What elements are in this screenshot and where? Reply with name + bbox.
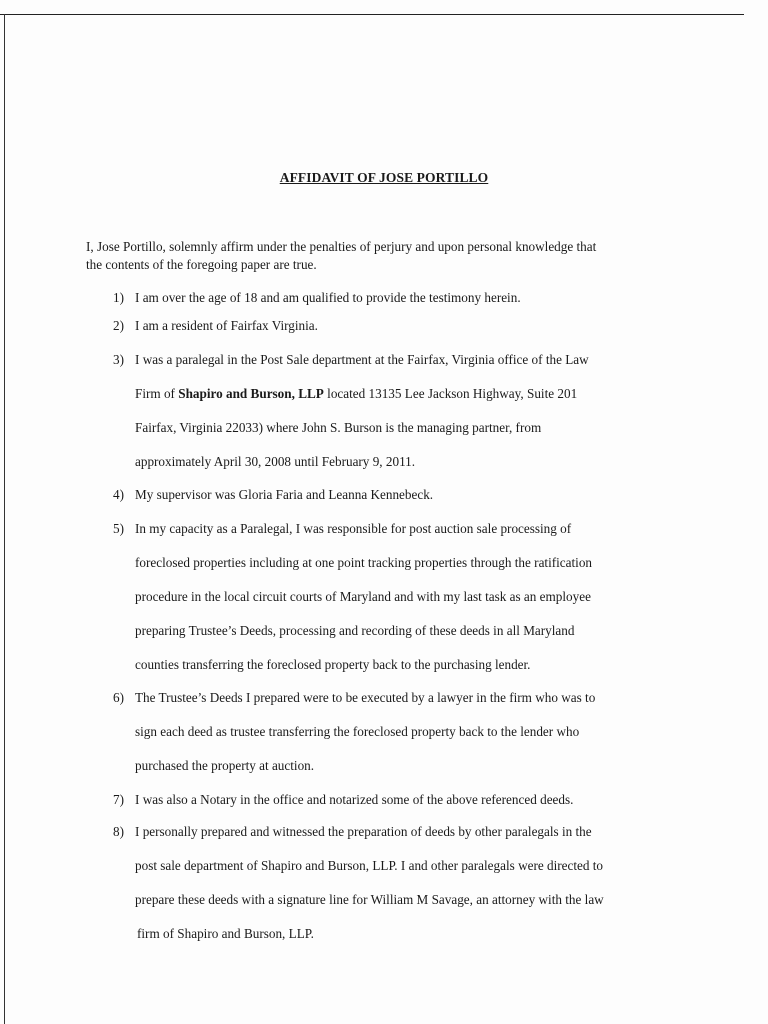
item-number: 1): [113, 290, 124, 305]
scan-border-left: [4, 14, 5, 1024]
item-line: I personally prepared and witnessed the preparation of deeds by other paralegals in the: [135, 824, 592, 839]
item-line: preparing Trustee’s Deeds, processing and recording of these deeds in all Maryland: [135, 623, 575, 638]
item-line: counties transferring the foreclosed property back to the purchasing lender.: [135, 657, 531, 672]
item-number: 3): [113, 352, 124, 367]
item-line: sign each deed as trustee transferring the foreclosed property back to the lender who: [135, 724, 580, 739]
item-line: foreclosed properties including at one point tracking properties through the ratification: [135, 555, 593, 570]
item-number: 8): [113, 824, 124, 839]
item-line: firm of Shapiro and Burson, LLP.: [137, 926, 314, 941]
intro-paragraph: [86, 238, 676, 274]
item-line: I was also a Notary in the office and notarized some of the above referenced deeds.: [135, 792, 574, 807]
item-number: 5): [113, 521, 124, 536]
scan-border-top: [0, 14, 744, 15]
item-number: 4): [113, 487, 124, 502]
item-line-suffix: located 13135 Lee Jackson Highway, Suite 201: [323, 386, 578, 401]
item-line: purchased the property at auction.: [135, 758, 315, 773]
item-line: I am over the age of 18 and am qualified to provide the testimony herein.: [135, 290, 521, 305]
item-line: prepare these deeds with a signature line for William M Savage, an attorney with the law: [135, 892, 604, 907]
item-line: [135, 386, 577, 402]
item-number: 2): [113, 318, 124, 333]
firm-name: Shapiro and Burson, LLP: [178, 386, 324, 401]
item-line: My supervisor was Gloria Faria and Leanna Kennebeck.: [135, 487, 434, 502]
item-line-prefix: Firm of: [135, 386, 179, 401]
item-line: In my capacity as a Paralegal, I was responsible for post auction sale processing of: [135, 521, 572, 536]
item-line: I am a resident of Fairfax Virginia.: [135, 318, 318, 333]
intro-line: I, Jose Portillo, solemnly affirm under the penalties of perjury and upon personal knowledge that: [86, 239, 597, 254]
item-line: I was a paralegal in the Post Sale department at the Fairfax, Virginia office of the Law: [135, 352, 589, 367]
item-number: 7): [113, 792, 124, 807]
item-line: procedure in the local circuit courts of Maryland and with my last task as an employee: [135, 589, 591, 604]
intro-line: the contents of the foregoing paper are true.: [86, 257, 317, 272]
item-line: post sale department of Shapiro and Burson, LLP. I and other paralegals were directed to: [135, 858, 604, 873]
document-title: AFFIDAVIT OF JOSE PORTILLO: [279, 170, 489, 185]
item-line: Fairfax, Virginia 22033) where John S. Burson is the managing partner, from: [135, 420, 542, 435]
item-number: 6): [113, 690, 124, 705]
item-line: The Trustee’s Deeds I prepared were to be executed by a lawyer in the firm who was to: [135, 690, 596, 705]
item-line: approximately April 30, 2008 until February 9, 2011.: [135, 454, 416, 469]
